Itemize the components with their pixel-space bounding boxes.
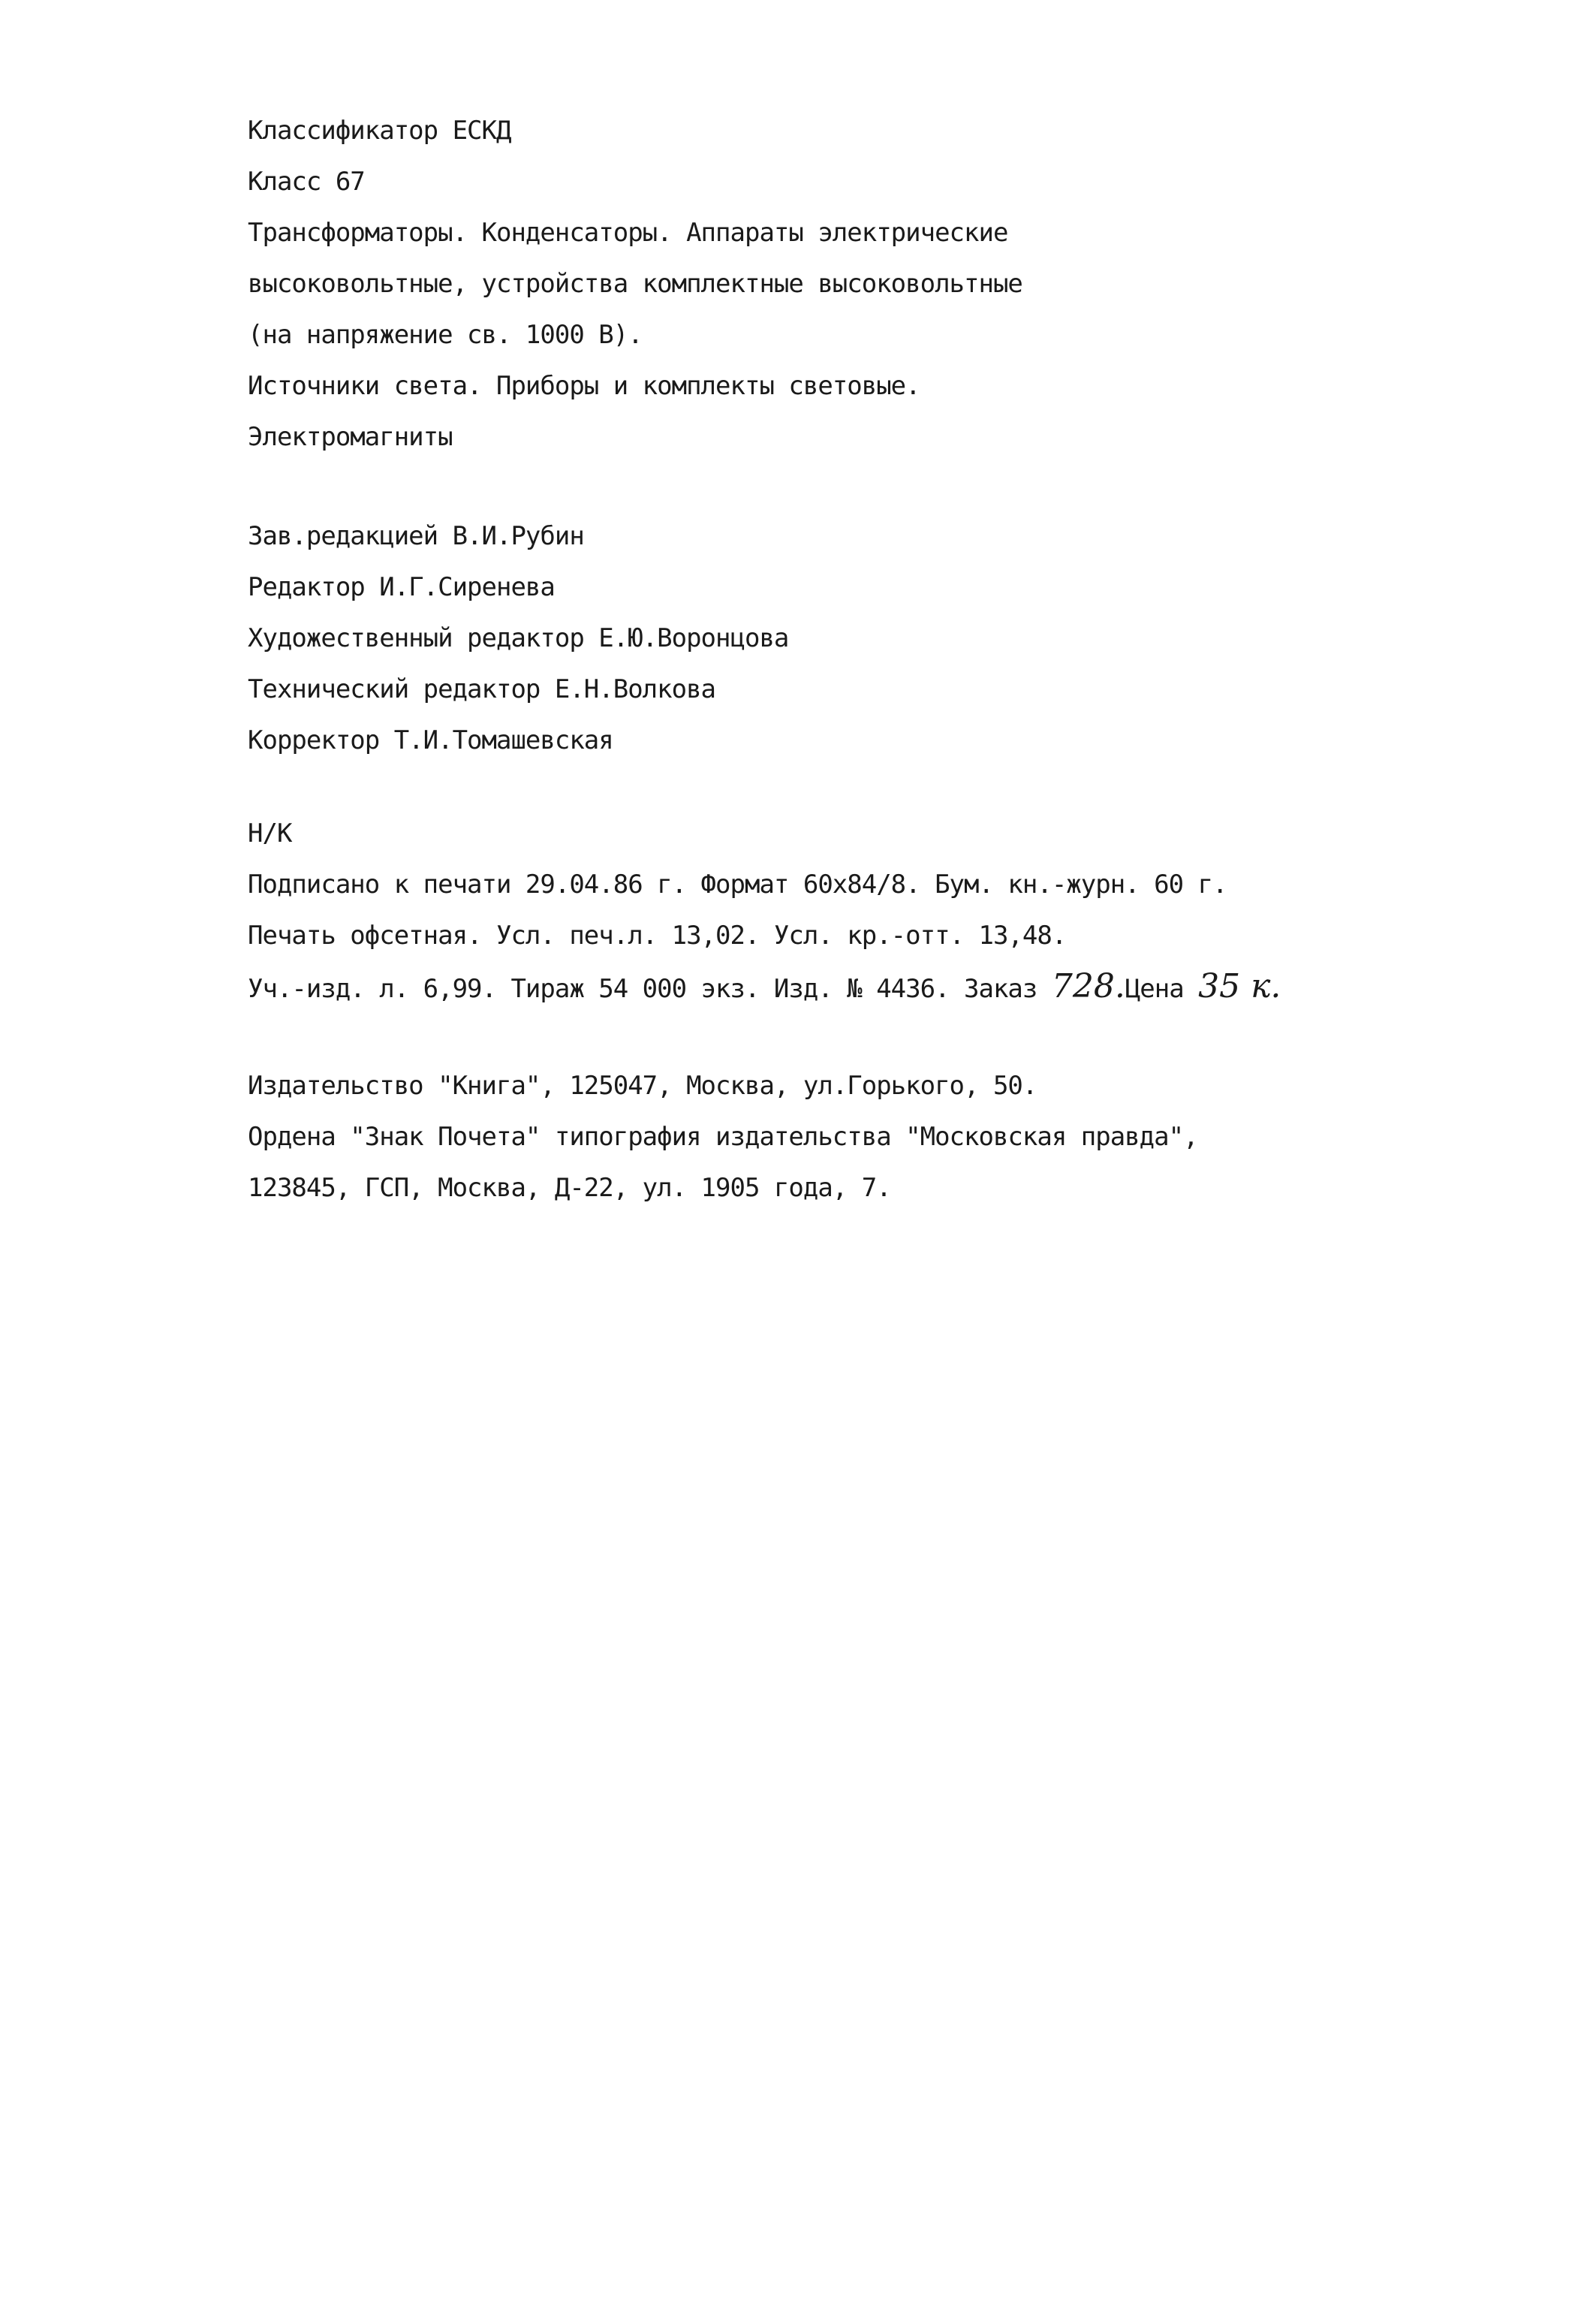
nk-line: Н/К bbox=[248, 818, 292, 849]
description-line: Источники света. Приборы и комплекты световые. bbox=[248, 371, 920, 401]
handwritten-order-number: 728. bbox=[1051, 967, 1125, 1005]
publisher-block bbox=[248, 1060, 1569, 1213]
print-info-block bbox=[248, 808, 1569, 1012]
classifier-line: Классификатор ЕСКД bbox=[248, 116, 511, 146]
description-line: (на напряжение св. 1000 В). bbox=[248, 320, 643, 350]
edition-line bbox=[248, 961, 1569, 1012]
price-label: Цена bbox=[1125, 974, 1199, 1004]
colophon-page bbox=[248, 105, 1569, 1213]
staff-block bbox=[248, 511, 1569, 766]
printer-line: Ордена "Знак Почета" типография издательства "Московская правда", bbox=[248, 1122, 1198, 1152]
staff-line: Корректор Т.И.Томашевская bbox=[248, 725, 613, 755]
classification-block bbox=[248, 105, 1569, 463]
description-line: высоковольтные, устройства комплектные высоковольтные bbox=[248, 269, 1022, 299]
staff-line: Художественный редактор Е.Ю.Воронцова bbox=[248, 623, 789, 653]
spacer bbox=[248, 463, 1569, 511]
handwritten-price: 35 к. bbox=[1198, 967, 1281, 1005]
description-line: Электромагниты bbox=[248, 422, 453, 452]
edition-text: Уч.-изд. л. 6,99. Тираж 54 000 экз. Изд. № 4436. Заказ bbox=[248, 974, 1052, 1004]
staff-line: Редактор И.Г.Сиренева bbox=[248, 572, 555, 602]
staff-line: Технический редактор Е.Н.Волкова bbox=[248, 674, 716, 704]
spacer bbox=[248, 766, 1569, 808]
signed-line: Подписано к печати 29.04.86 г. Формат 60х84/8. Бум. кн.-журн. 60 г. bbox=[248, 870, 1227, 900]
publisher-line: Издательство "Книга", 125047, Москва, ул.Горького, 50. bbox=[248, 1071, 1037, 1101]
print-line: Печать офсетная. Усл. печ.л. 13,02. Усл. кр.-отт. 13,48. bbox=[248, 921, 1067, 951]
spacer bbox=[248, 1012, 1569, 1060]
printer-address-line: 123845, ГСП, Москва, Д-22, ул. 1905 года, 7. bbox=[248, 1173, 891, 1203]
class-line: Класс 67 bbox=[248, 167, 365, 197]
staff-line: Зав.редакцией В.И.Рубин bbox=[248, 521, 584, 551]
description-line: Трансформаторы. Конденсаторы. Аппараты электрические bbox=[248, 218, 1008, 248]
